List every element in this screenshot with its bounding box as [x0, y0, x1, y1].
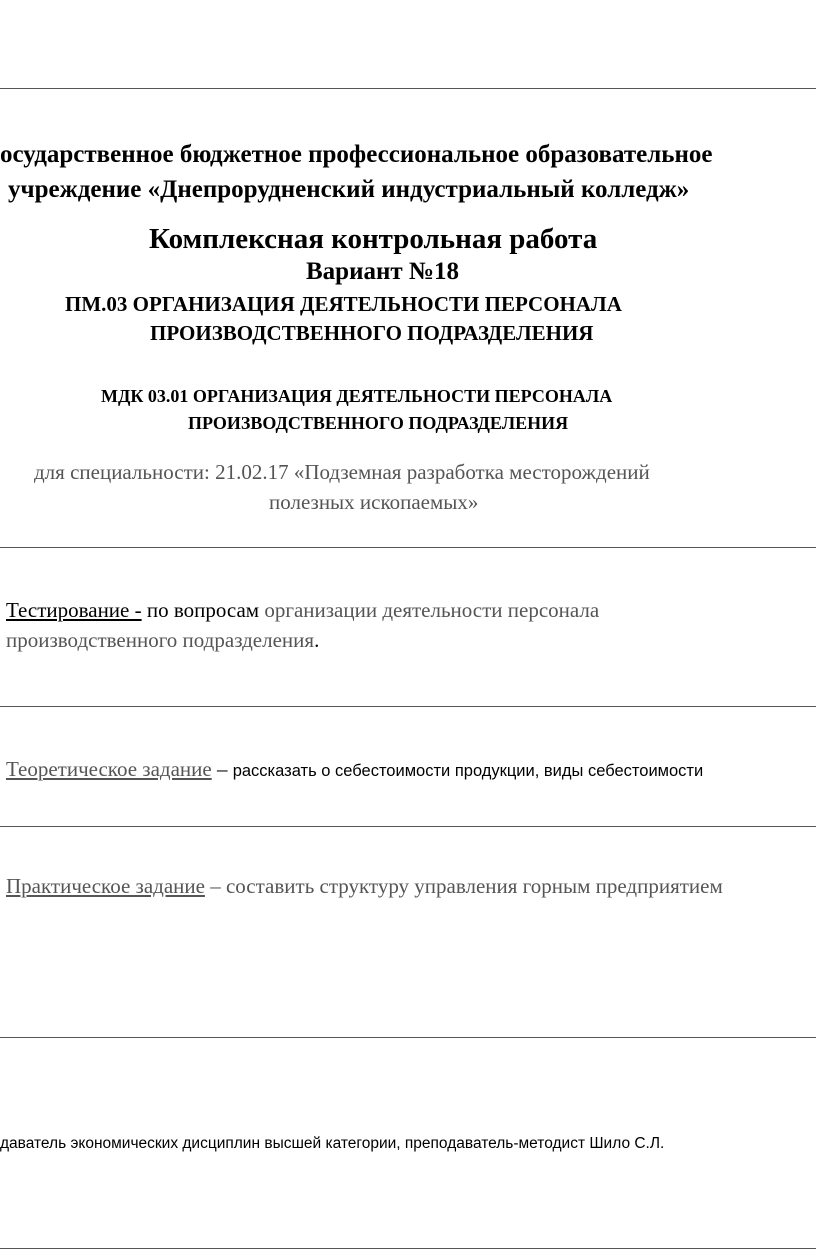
testing-task-line-2 — [6, 628, 319, 653]
practice-task — [6, 874, 723, 899]
testing-task-line-1 — [6, 598, 599, 623]
work-title: Комплексная контрольная работа — [149, 223, 598, 255]
specialty-line-2: полезных ископаемых» — [269, 490, 479, 514]
testing-task-topic: организации деятельности персонала — [259, 598, 600, 622]
divider-3 — [0, 826, 816, 827]
module-line-2: ПРОИЗВОДСТВЕННОГО ПОДРАЗДЕЛЕНИЯ — [150, 321, 594, 345]
institution-line-1: осударственное бюджетное профессиональное образовательное — [0, 141, 713, 168]
bottom-rule — [0, 1248, 816, 1249]
divider-2 — [0, 706, 816, 707]
module-line-1: ПМ.03 ОРГАНИЗАЦИЯ ДЕЯТЕЛЬНОСТИ ПЕРСОНАЛА — [65, 292, 622, 316]
mdk-line-1: МДК 03.01 ОРГАНИЗАЦИЯ ДЕЯТЕЛЬНОСТИ ПЕРСОНАЛА — [101, 386, 613, 406]
institution-line-2: учреждение «Днепрорудненский индустриальный колледж» — [8, 176, 690, 203]
practice-task-text: – составить структуру управления горным предприятием — [204, 874, 723, 898]
testing-task-topic-end: производственного подразделения — [6, 628, 315, 652]
testing-task-period: . — [314, 628, 320, 652]
theory-task-label: Теоретическое задание — [6, 757, 212, 781]
theory-task-dash: – — [211, 757, 233, 781]
mdk-line-2: ПРОИЗВОДСТВЕННОГО ПОДРАЗДЕЛЕНИЯ — [188, 413, 569, 433]
testing-task-label: Тестирование - — [6, 598, 142, 622]
theory-task-text: рассказать о себестоимости продукции, виды себестоимости — [232, 762, 704, 780]
theory-task — [6, 757, 703, 782]
divider-1 — [0, 547, 816, 548]
variant-number: Вариант №18 — [306, 258, 460, 285]
specialty-line-1: для специальности: 21.02.17 «Подземная разработка месторождений — [34, 460, 650, 484]
testing-task-connector: по вопросам — [141, 598, 260, 622]
divider-4 — [0, 1037, 816, 1038]
practice-task-label: Практическое задание — [6, 874, 205, 898]
top-rule — [0, 88, 816, 89]
author-line: даватель экономических дисциплин высшей категории, преподаватель-методист Шило С.Л. — [0, 1135, 665, 1152]
